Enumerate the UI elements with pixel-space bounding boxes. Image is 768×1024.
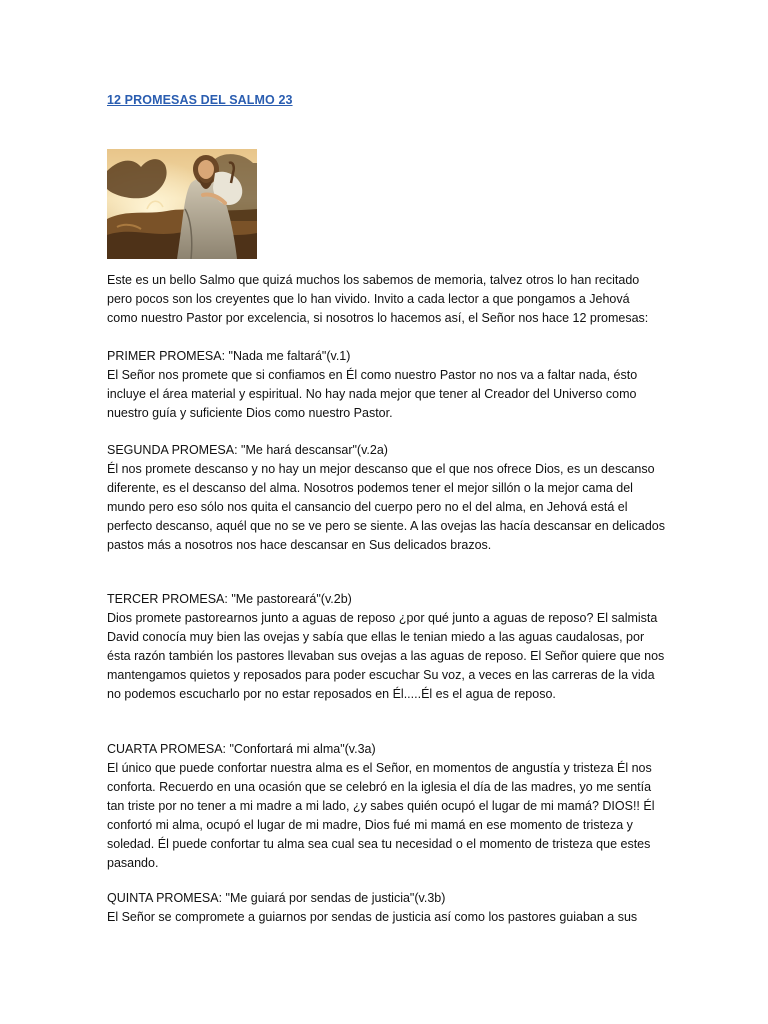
promise-line: diferente, es el descanso del alma. Nosotros podemos tener el mejor sillón o la mejor cama del — [107, 481, 633, 495]
promise-line: pastos más a nosotros nos hace descansar en Sus delicados brazos. — [107, 538, 492, 552]
promise-line: conforta. Recuerdo en una ocasión que se celebró en la iglesia el día de las madres, yo me sentía — [107, 780, 652, 794]
promise-section-1 — [107, 347, 667, 423]
promise-heading: PRIMER PROMESA: "Nada me faltará"(v.1) — [107, 349, 351, 363]
promise-line: El único que puede confortar nuestra alma es el Señor, en momentos de angustía y tristeza Él nos — [107, 761, 652, 775]
intro-line: Este es un bello Salmo que quizá muchos los sabemos de memoria, talvez otros lo han recitado — [107, 273, 640, 287]
promise-line: Él nos promete descanso y no hay un mejor descanso que el que nos ofrece Dios, es un descanso — [107, 462, 655, 476]
intro-line: pero pocos son los creyentes que lo han vivido. Invito a cada lector a que pongamos a Jehová — [107, 292, 630, 306]
promise-section-5 — [107, 889, 667, 927]
intro-line: como nuestro Pastor por excelencia, si nosotros lo hacemos así, el Señor nos hace 12 promesas: — [107, 311, 649, 325]
promise-heading: QUINTA PROMESA: "Me guiará por sendas de justicia"(v.3b) — [107, 891, 446, 905]
promise-line: El Señor nos promete que si confiamos en Él como nuestro Pastor no nos va a faltar nada, ésto — [107, 368, 638, 382]
promise-section-4 — [107, 740, 667, 873]
promise-heading: CUARTA PROMESA: "Confortará mi alma"(v.3a) — [107, 742, 376, 756]
promise-heading: SEGUNDA PROMESA: "Me hará descansar"(v.2a) — [107, 443, 388, 457]
promise-line: confortó mi alma, ocupó el lugar de mi madre, Dios fué mi mamá en ese momento de tristeza y — [107, 818, 633, 832]
intro-paragraph — [107, 271, 667, 328]
promise-section-3 — [107, 590, 667, 704]
promise-heading: TERCER PROMESA: "Me pastoreará"(v.2b) — [107, 592, 352, 606]
promise-section-2 — [107, 441, 667, 555]
document-title[interactable]: 12 PROMESAS DEL SALMO 23 — [107, 93, 293, 107]
promise-line: David conocía muy bien las ovejas y sabía que ellas le tenian miedo a las aguas caudalosas, por — [107, 630, 645, 644]
promise-line: nuestro guía y suficiente Dios como nuestro Pastor. — [107, 406, 393, 420]
promise-line: mantengamos quietos y reposados para poder escuchar Su voz, a veces en las carreras de la vida — [107, 668, 655, 682]
promise-line: no podemos escucharlo por no estar reposados en Él.....Él es el agua de reposo. — [107, 687, 556, 701]
promise-line: Dios promete pastorearnos junto a aguas de reposo ¿por qué junto a aguas de reposo? El salmista — [107, 611, 658, 625]
promise-line: pasando. — [107, 856, 159, 870]
promise-line: tan triste por no tener a mi madre a mi lado, ¿y sabes quién ocupó el lugar de mi mamá? DIOS!! Él — [107, 799, 655, 813]
promise-line: perfecto descanso, aquél que no se ve pero se siente. A las ovejas las hacía descansar en delicados — [107, 519, 666, 533]
promise-line: El Señor se compromete a guiarnos por sendas de justicia así como los pastores guiaban a sus — [107, 910, 638, 924]
promise-line: ésta razón también los pastores llevaban sus ovejas a las aguas de reposo. El Señor quiere que nos — [107, 649, 665, 663]
promise-line: mundo pero eso sólo nos quita el cansancio del cuerpo pero no el del alma, en Jehová está el — [107, 500, 628, 514]
promise-line: soledad. Él puede confortar tu alma sea cual sea tu necesidad o el momento de tristeza que estes — [107, 837, 651, 851]
promise-line: incluye el área material y espiritual. No hay nada mejor que tener al Creador del Universo como — [107, 387, 637, 401]
shepherd-illustration — [107, 149, 257, 259]
